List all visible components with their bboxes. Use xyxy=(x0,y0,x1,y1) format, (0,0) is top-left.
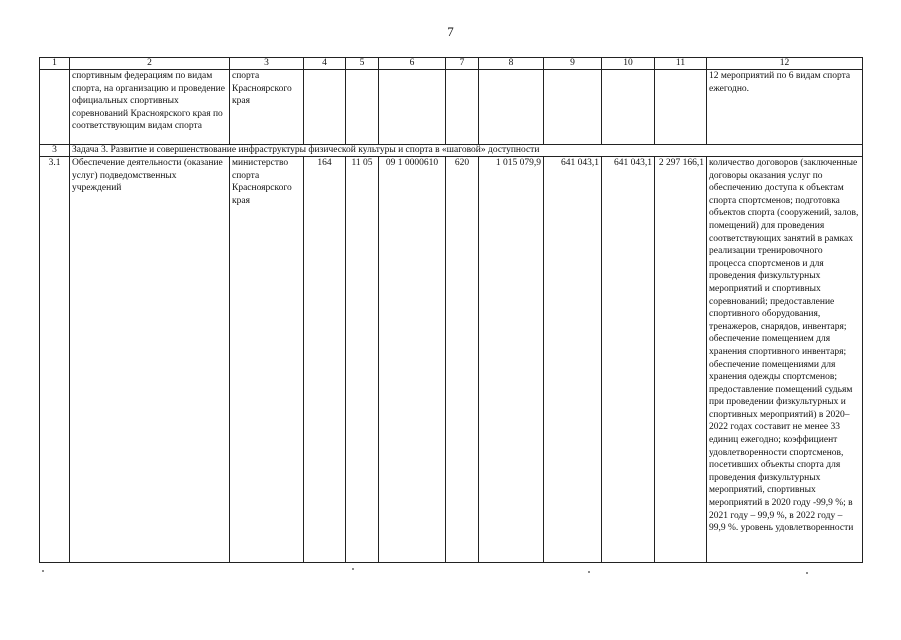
table-cell: спортивным федерациям по видам спорта, на организацию и проведение официальных спортивных соревнований Красноярского края по соответствующим видам спорта xyxy=(70,70,230,145)
header-cell: 8 xyxy=(479,58,544,70)
header-cell: 12 xyxy=(707,58,863,70)
task-row xyxy=(40,145,863,157)
header-cell: 11 xyxy=(655,58,707,70)
table-cell xyxy=(40,70,70,145)
amount-total: 2 297 166,1 xyxy=(655,157,707,563)
table-row xyxy=(40,70,863,145)
header-cell: 10 xyxy=(602,58,655,70)
program-table xyxy=(39,57,863,563)
vr-code: 620 xyxy=(446,157,479,563)
table-cell xyxy=(346,70,379,145)
header-row xyxy=(40,58,863,70)
header-cell: 2 xyxy=(70,58,230,70)
table-cell xyxy=(544,70,602,145)
csr-code: 09 1 0000610 xyxy=(379,157,446,563)
task-title: Задача 3. Развитие и совершенствование инфраструктуры физической культуры и спорта в «шаговой» доступности xyxy=(70,145,863,157)
table-cell: спорта Красноярского края xyxy=(230,70,304,145)
scan-speck xyxy=(806,572,808,574)
amount-2020: 1 015 079,9 xyxy=(479,157,544,563)
header-cell: 5 xyxy=(346,58,379,70)
header-cell: 9 xyxy=(544,58,602,70)
table-cell xyxy=(446,70,479,145)
executor: министерство спорта Красноярского края xyxy=(230,157,304,563)
row-number: 3.1 xyxy=(40,157,70,563)
header-cell: 1 xyxy=(40,58,70,70)
scan-speck xyxy=(352,568,354,570)
expected-result: количество договоров (заключенные договоры оказания услуг по обеспечению доступа к объектам спорта спортсменов; подготовка объектов спорта (сооружений, залов, помещений) для проведения соответствующих занятий в рамках реализации тренировочного процесса спортсменов и для проведения физкультурных мероприятий и спортивных соревнований; предоставление спортивного оборудования, тренажеров, снарядов, инвентаря; обеспечение помещением для хранения спортивного инвентаря; обеспечение помещениями для хранения одежды спортсменов; предоставление помещений судьям при проведении физкультурных и спортивных мероприятий) в 2020–2022 годах составит не менее 33 единиц ежегодно; коэффициент удовлетворенности спортсменов, посетивших объекты спорта для проведения физкультурных мероприятий, спортивных мероприятий в 2020 году -99,9 %; в 2021 году – 99,9 %, в 2022 году – 99,9 %. уровень удовлетворенности xyxy=(707,157,863,563)
table-cell xyxy=(479,70,544,145)
activity-name: Обеспечение деятельности (оказание услуг) подведомственных учреждений xyxy=(70,157,230,563)
table-cell: 12 мероприятий по 6 видам спорта ежегодно. xyxy=(707,70,863,145)
header-cell: 4 xyxy=(304,58,346,70)
task-number: 3 xyxy=(40,145,70,157)
table-row xyxy=(40,157,863,563)
header-cell: 6 xyxy=(379,58,446,70)
table-cell xyxy=(602,70,655,145)
scan-speck xyxy=(588,571,590,573)
amount-2021: 641 043,1 xyxy=(544,157,602,563)
page-number: 7 xyxy=(447,24,454,39)
amount-2022: 641 043,1 xyxy=(602,157,655,563)
scan-speck xyxy=(42,570,44,572)
header-cell: 7 xyxy=(446,58,479,70)
rzpr-code: 11 05 xyxy=(346,157,379,563)
table-cell xyxy=(655,70,707,145)
grbs-code: 164 xyxy=(304,157,346,563)
header-cell: 3 xyxy=(230,58,304,70)
table-cell xyxy=(379,70,446,145)
table-cell xyxy=(304,70,346,145)
